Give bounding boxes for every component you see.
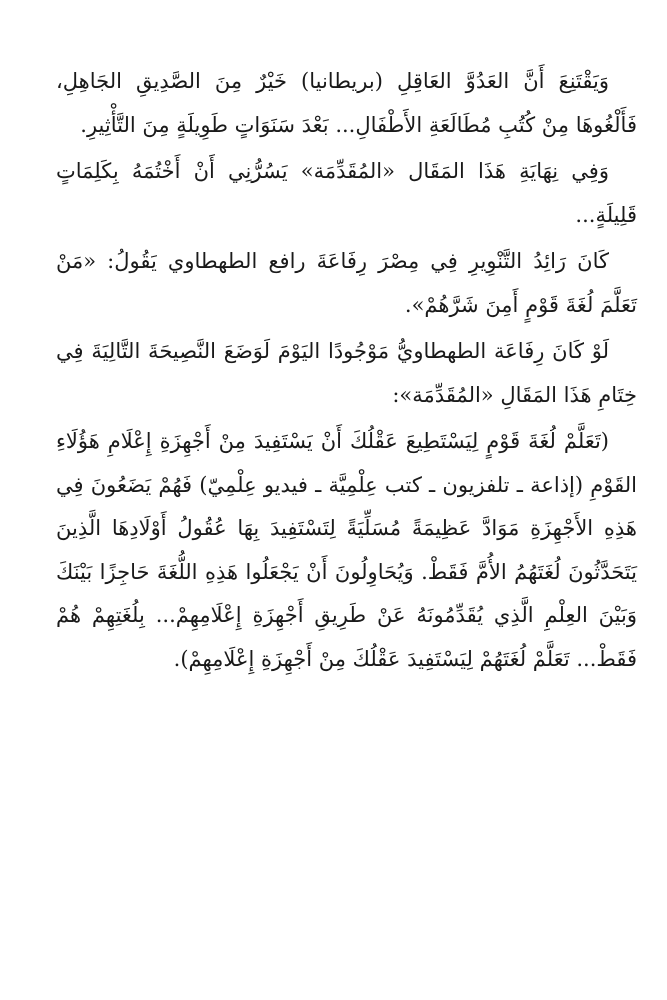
- page-body: [56, 60, 637, 681]
- paragraph-2: وَفِي نِهَايَةِ هَذَا المَقَال «المُقَدِّمَة» يَسُرُّنِي أَنْ أَخْتُمَهُ بِكَلِمَاتٍ قَلِيلَةٍ...: [56, 159, 637, 227]
- paragraph-3: كَانَ رَائِدُ التَّنْوِيرِ فِي مِصْرَ رِفَاعَةَ رافع الطهطاوي يَقُولُ: «مَنْ تَعَلَّمَ لُغَةَ قَوْمٍ أَمِنَ شَرَّهُمْ».: [56, 249, 637, 317]
- paragraph-5: (تَعَلَّمْ لُغَةَ قَوْمٍ لِيَسْتَطِيعَ عَقْلُكَ أَنْ يَسْتَفِيدَ مِنْ أَجْهِزَةِ إِعْلَامِ هَؤُلَاءِ القَوْمِ (إذاعة ـ تلفزيون ـ كتب عِلْمِيَّة ـ فيديو عِلْمِيّ) فَهُمْ يَضَعُونَ فِي هَذِهِ الأَجْهِزَةِ مَوَادَّ عَظِيمَةً مُسَلِّيَةً لِتَسْتَفِيدَ بِهَا عُقُولُ أَوْلَادِهَا الَّذِينَ يَتَحَدَّثُونَ لُغَتَهُمُ الأُمَّ فَقَطْ. وَيُحَاوِلُونَ أَنْ يَجْعَلُوا هَذِهِ اللُّغَةَ حَاجِزًا بَيْنَكَ وَبَيْنَ العِلْمِ الَّذِي يُقَدِّمُونَهُ عَنْ طَرِيقِ أَجْهِزَةِ إِعْلَامِهِمْ... بِلُغَتِهِمْ هُمْ فَقَطْ... تَعَلَّمْ لُغَتَهُمْ لِيَسْتَفِيدَ عَقْلُكَ مِنْ أَجْهِزَةِ إِعْلَامِهِمْ).: [56, 429, 637, 671]
- paragraph-1: وَيَقْتَنِعَ أَنَّ العَدُوَّ العَاقِلِ (بريطانيا) خَيْرٌ مِنَ الصَّدِيقِ الجَاهِلِ، فَأَلْغُوهَا مِنْ كُتُبِ مُطَالَعَةِ الأَطْفَالِ... بَعْدَ سَنَوَاتٍ طَوِيلَةٍ مِنَ التَّأْثِيرِ.: [56, 69, 637, 137]
- paragraph-4: لَوْ كَانَ رِفَاعَة الطهطاويُّ مَوْجُودًا اليَوْمَ لَوَضَعَ النَّصِيحَةَ التَّالِيَةَ فِي خِتَامِ هَذَا المَقَالِ «المُقَدِّمَة»:: [56, 339, 637, 407]
